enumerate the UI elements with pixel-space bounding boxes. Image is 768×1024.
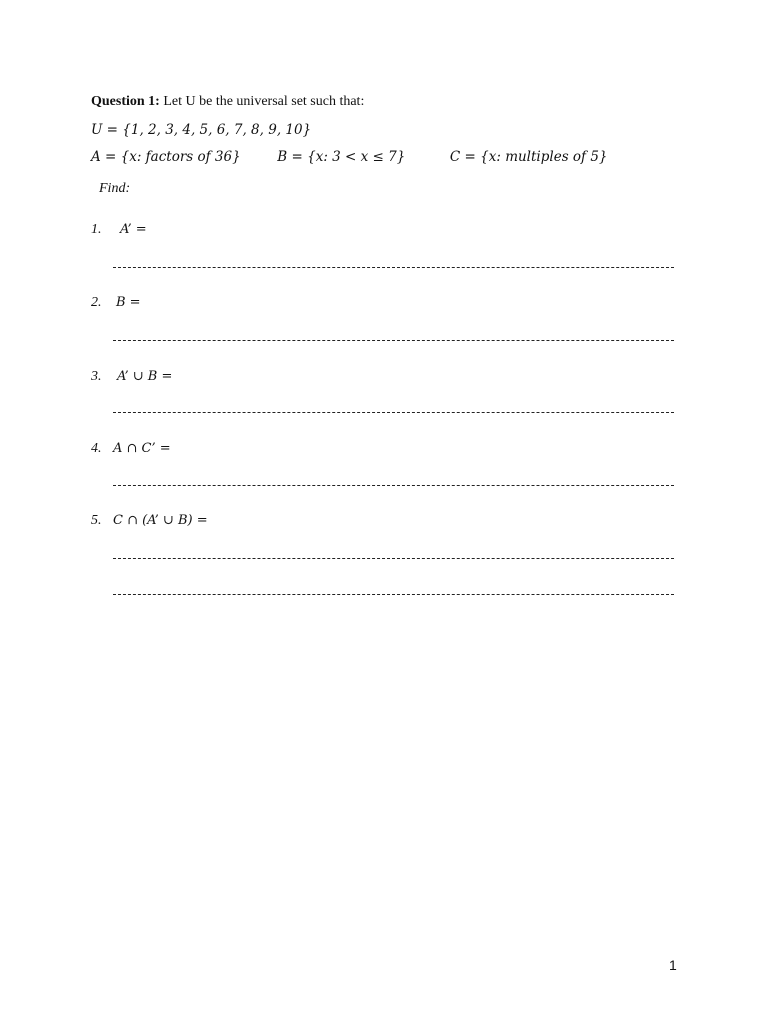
answer-line-5b[interactable] [113,594,674,595]
question-label: Question 1: [91,94,160,109]
item-expression: B = [116,295,141,310]
item-number: 2. [91,295,102,310]
answer-line-4[interactable] [113,485,674,486]
answer-line-2[interactable] [113,340,674,341]
item-expression: A’ ∪ B = [117,369,173,384]
item-number: 4. [91,441,102,456]
question-item-2 [91,295,141,311]
question-text: Let U be the universal set such that: [159,94,365,109]
page-number: 1 [669,957,677,973]
question-item-1 [91,222,147,238]
set-definitions-row [91,149,608,165]
question-item-4 [91,441,171,457]
set-b-definition: B = {x: 3 < x ≤ 7} [277,149,406,165]
question-item-5 [91,513,208,529]
set-u-definition: U = {1, 2, 3, 4, 5, 6, 7, 8, 9, 10} [91,122,312,138]
item-number: 5. [91,513,102,528]
question-item-3 [91,369,172,385]
set-c-definition: C = {x: multiples of 5} [449,149,608,165]
answer-line-5a[interactable] [113,558,674,559]
set-a-definition: A = {x: factors of 36} [91,149,241,165]
find-label: Find: [99,181,131,196]
answer-line-3[interactable] [113,412,674,413]
item-expression: A’ = [120,222,147,237]
item-number: 1. [91,222,102,237]
item-expression: A ∩ C’ = [113,441,171,456]
item-number: 3. [91,369,102,384]
item-expression: C ∩ (A’ ∪ B) = [113,513,208,528]
answer-line-1[interactable] [113,267,674,268]
question-heading [91,94,364,110]
